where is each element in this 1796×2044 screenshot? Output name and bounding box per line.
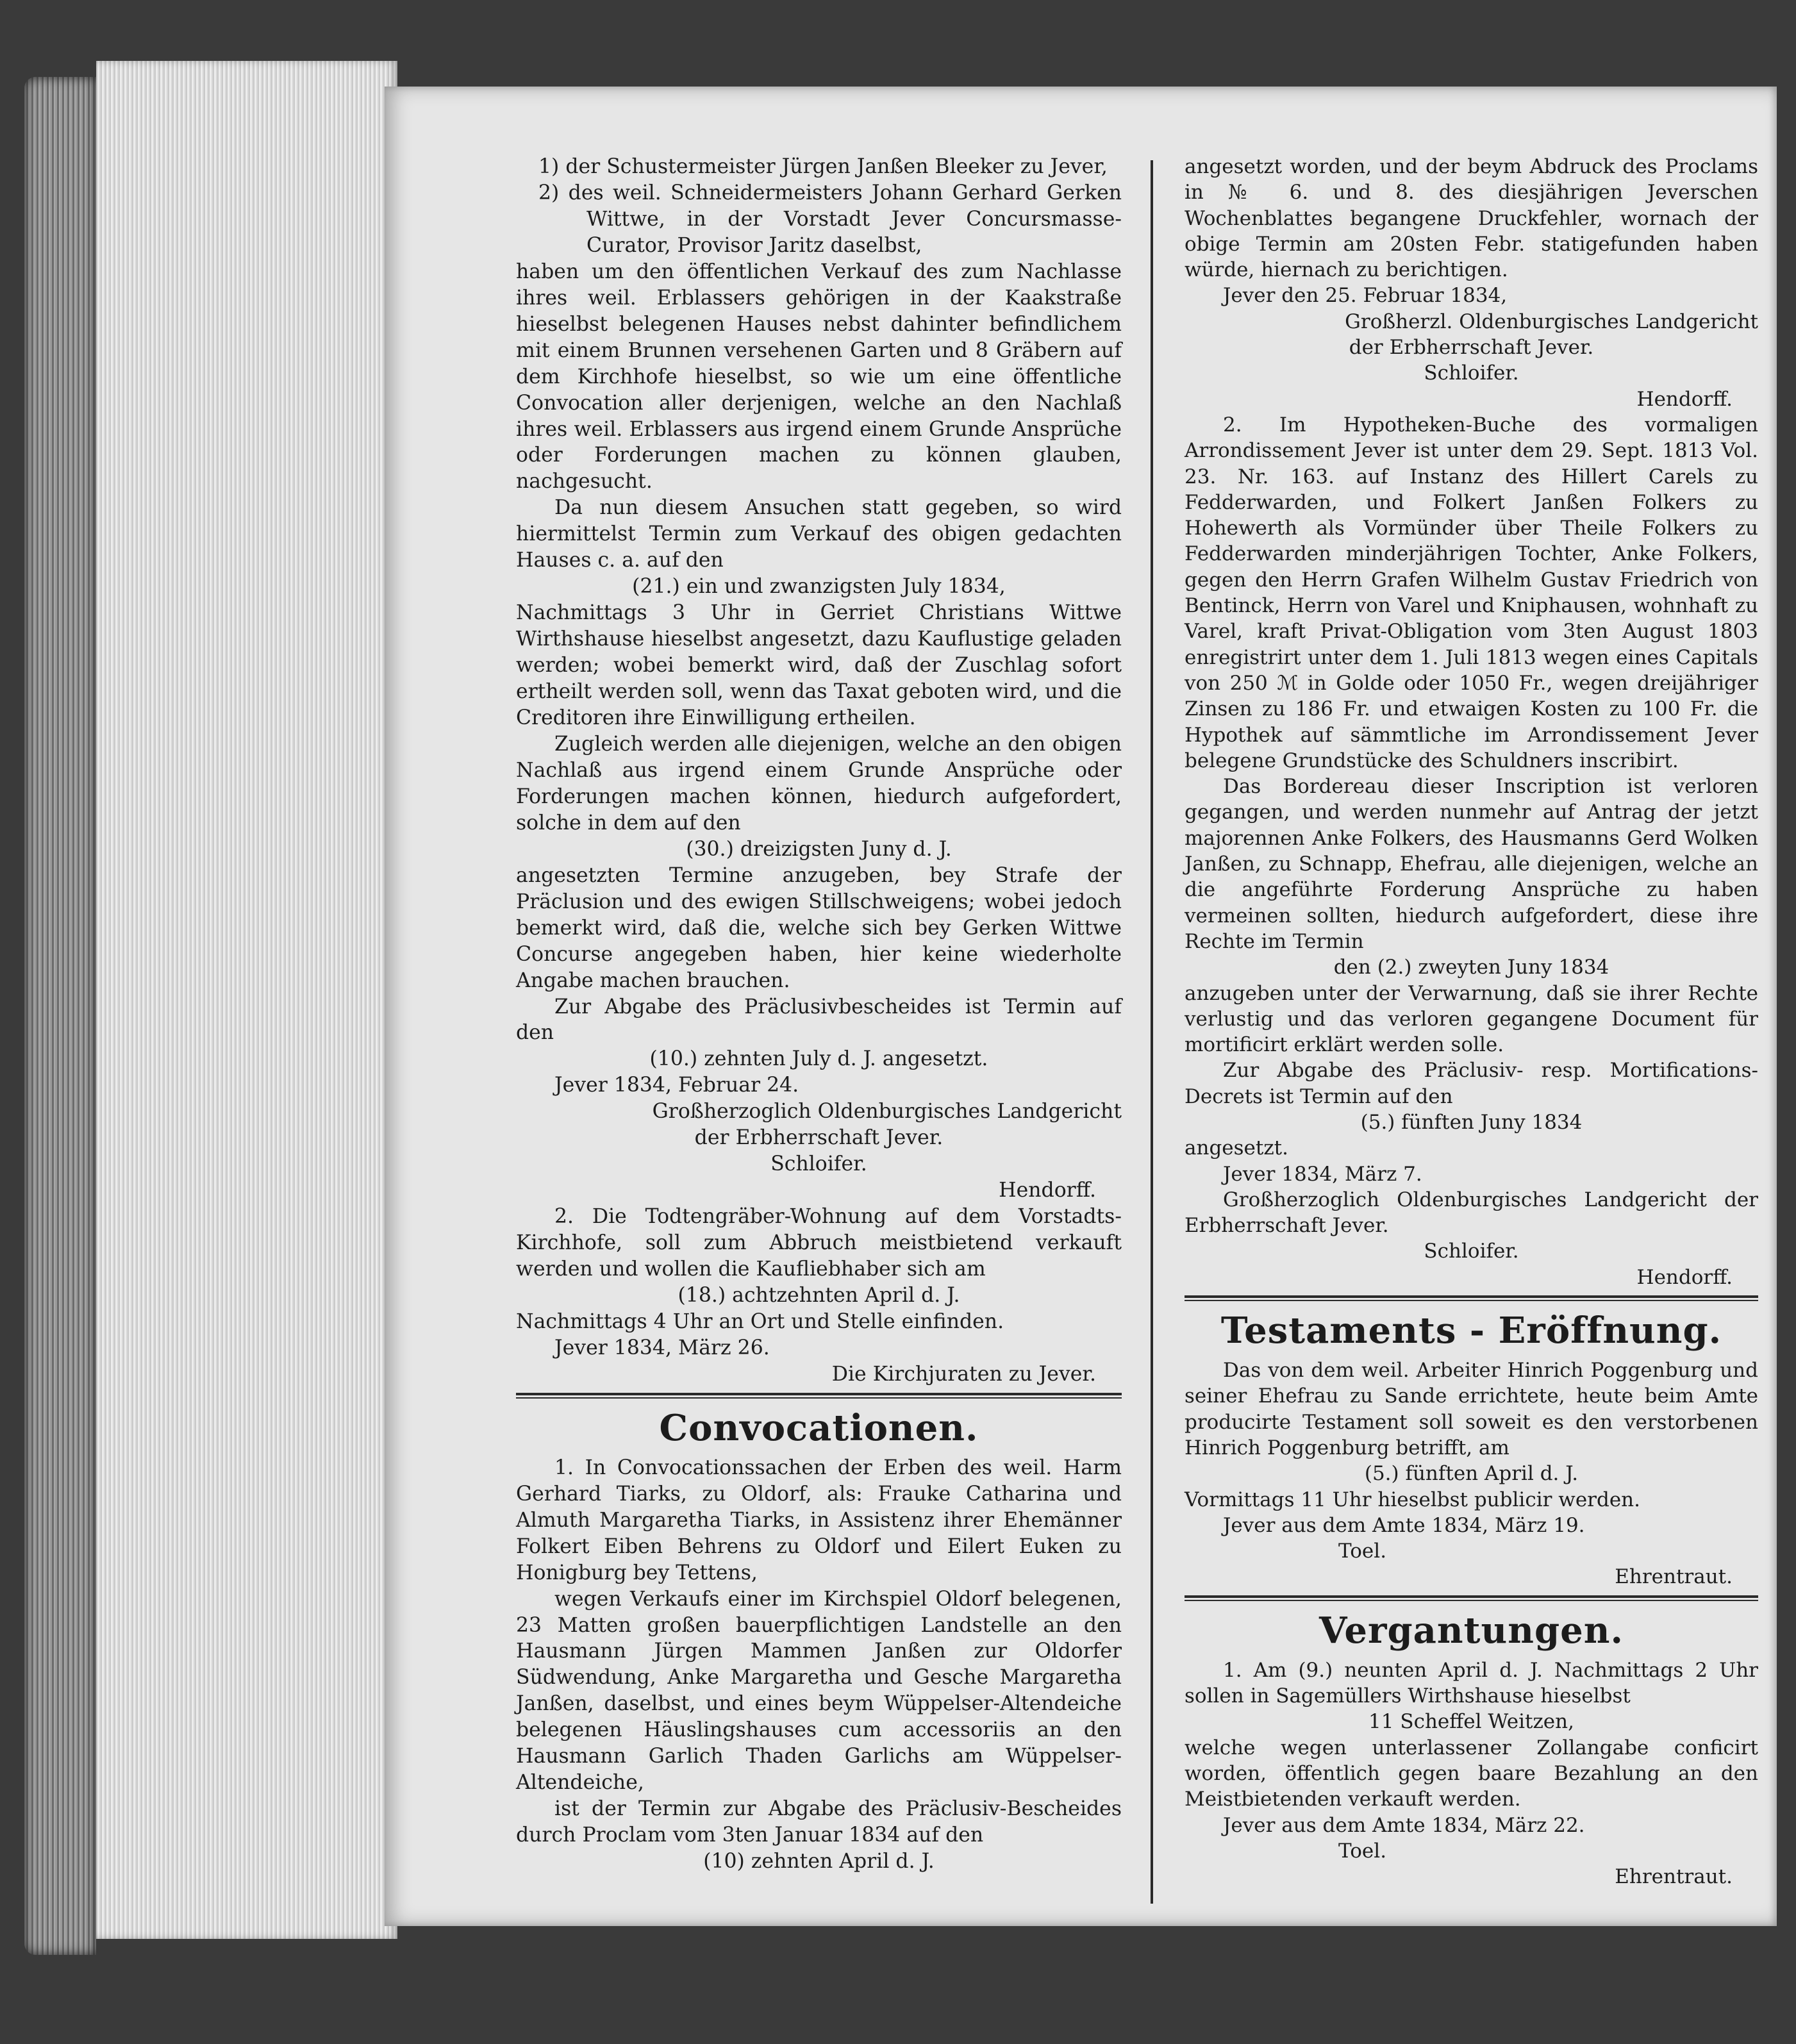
paragraph: Das von dem weil. Arbeiter Hinrich Poggenburg und seiner Ehefrau zu Sande errichtete, heute beim Amte producirte Testament soll soweit es den verstorbenen Hinrich Poggenburg betrifft, am xyxy=(1185,1359,1758,1459)
court-name: Großherzl. Oldenburgisches Landgericht xyxy=(1345,310,1758,333)
list-item: 2) des weil. Schneidermeisters Johann Gerhard Gerken Wittwe, in der Vorstadt Jever Concursmasse-Curator, Provisor Jaritz daselbst, xyxy=(538,181,1122,257)
paragraph: 1. Am (9.) neunten April d. J. Nachmittags 2 Uhr sollen in Sagemüllers Wirthshause hieselbst xyxy=(1185,1658,1758,1708)
place-date: Jever 1834, März 26. xyxy=(554,1336,770,1359)
date-entry: (5.) fünften Juny 1834 xyxy=(1360,1110,1583,1134)
signature: Die Kirchjuraten zu Jever. xyxy=(831,1362,1096,1386)
place-date: Jever aus dem Amte 1834, März 22. xyxy=(1223,1813,1585,1837)
place-date: Jever den 25. Februar 1834, xyxy=(1223,284,1508,308)
paragraph: angesetzt. xyxy=(1185,1136,1288,1160)
paragraph: 2. Die Todtengräber-Wohnung auf dem Vorstadts-Kirchhofe, soll zum Abbruch meistbietend verkauft werden und wollen die Kaufliebhaber sich am xyxy=(516,1205,1122,1281)
court-name: der Erbherrschaft Jever. xyxy=(1349,336,1594,360)
page-stack xyxy=(96,61,397,1939)
column-divider xyxy=(1151,160,1153,1904)
court-name: Großherzoglich Oldenburgisches Landgericht xyxy=(652,1100,1122,1124)
place-date: Jever aus dem Amte 1834, März 19. xyxy=(1223,1513,1585,1537)
paragraph: welche wegen unterlassener Zollangabe conficirt worden, öffentlich gegen baare Bezahlung an den Meistbietenden verkauft werden. xyxy=(1185,1736,1758,1811)
signature: Toel. xyxy=(1338,1540,1387,1563)
signature: Schloifer. xyxy=(770,1152,867,1176)
section-heading: Testaments - Eröffnung. xyxy=(1220,1309,1722,1352)
document-page xyxy=(385,87,1777,1926)
paragraph: Zugleich werden alle diejenigen, welche an den obigen Nachlaß aus irgend einem Grunde Ansprüche oder Forderungen machen können, hiedurch aufgefordert, solche in dem auf den xyxy=(516,732,1122,835)
signature: Ehrentraut. xyxy=(1615,1865,1733,1889)
paragraph: angesetzt worden, und der beym Abdruck des Proclams in № 6. und 8. des diesjährigen Jeverschen Wochenblattes begangene Druckfehler, wornach der obige Termin am 20sten Febr. statigefunden haben würde, hiernach zu berichtigen. xyxy=(1185,155,1758,282)
place-date: Jever 1834, März 7. xyxy=(1223,1162,1422,1186)
signature: Hendorff. xyxy=(999,1179,1096,1202)
signature: Schloifer. xyxy=(1424,361,1519,385)
paragraph: Zur Abgabe des Präclusivbescheides ist Termin auf den xyxy=(516,995,1122,1045)
paragraph: Nachmittags 3 Uhr in Gerriet Christians Wittwe Wirthshause hieselbst angesetzt, dazu Kauflustige geladen werden; wobei bemerkt wird, daß der Zuschlag sofort ertheilt werden soll, wenn das Taxat geboten wird, und die Creditoren ihre Einwilligung ertheilen. xyxy=(516,601,1122,730)
date-entry: (21.) ein und zwanzigsten July 1834, xyxy=(632,575,1006,599)
signature: Hendorff. xyxy=(1636,1265,1733,1289)
date-entry: (10) zehnten April d. J. xyxy=(703,1850,935,1874)
paragraph: Zur Abgabe des Präclusiv- resp. Mortifications-Decrets ist Termin auf den xyxy=(1185,1059,1758,1108)
date-entry: (5.) fünften April d. J. xyxy=(1364,1462,1579,1486)
paragraph: angesetzten Termine anzugeben, bey Strafe der Präclusion und des ewigen Stillschweigens; wobei jedoch bemerkt wird, daß die, welche sich bey Gerken Wittwe Concurse angegeben haben, hier keine wiederholte Angabe machen brauchen. xyxy=(516,863,1122,992)
list-item: 1) der Schustermeister Jürgen Janßen Bleeker zu Jever, xyxy=(538,155,1108,178)
left-column xyxy=(516,154,1122,1875)
paragraph: Das Bordereau dieser Inscription ist verloren gegangen, und werden nunmehr auf Antrag der jetzt majorennen Anke Folkers, des Hausmanns Gerd Wolken Janßen, zu Schnapp, Ehefrau, alle diejenigen, welche an die angeführte Forderung Ansprüche zu haben vermeinen sollten, hiedurch aufgefordert, diese ihre Rechte im Termin xyxy=(1185,775,1758,953)
date-entry: den (2.) zweyten Juny 1834 xyxy=(1333,956,1609,979)
right-column xyxy=(1185,154,1758,1890)
paragraph: ist der Termin zur Abgabe des Präclusiv-Bescheides durch Proclam vom 3ten Januar 1834 auf den xyxy=(516,1797,1122,1847)
court-name: Großherzoglich Oldenburgisches Landgericht der Erbherrschaft Jever. xyxy=(1185,1188,1758,1238)
paragraph: anzugeben unter der Verwarnung, daß sie ihrer Rechte verlustig und das verloren gegangene Document für mortificirt erklärt werden solle. xyxy=(1185,981,1758,1057)
signature: Schloifer. xyxy=(1424,1240,1519,1263)
paragraph: haben um den öffentlichen Verkauf des zum Nachlasse ihres weil. Erblassers gehörigen in der Kaakstraße hieselbst belegenen Hauses nebst dahinter befindlichem mit einem Brunnen versehenen Garten und 8 Gräbern auf dem Kirchhofe hieselbst, so wie um eine öffentliche Convocation aller derjenigen, welche an den Nachlaß ihres weil. Erblassers aus irgend einem Grunde Ansprüche oder Forderungen machen zu können glauben, nachgesucht. xyxy=(516,260,1122,494)
section-divider xyxy=(1185,1595,1758,1601)
section-heading: Convocationen. xyxy=(659,1406,979,1449)
place-date: Jever 1834, Februar 24. xyxy=(554,1074,799,1097)
date-entry: (18.) achtzehnten April d. J. xyxy=(678,1283,960,1307)
section-heading: Vergantungen. xyxy=(1319,1609,1624,1652)
signature: Hendorff. xyxy=(1636,387,1733,411)
date-entry: 11 Scheffel Weitzen, xyxy=(1368,1710,1574,1734)
book-edge xyxy=(24,77,96,1955)
section-divider xyxy=(516,1393,1122,1399)
section-divider xyxy=(1185,1295,1758,1301)
signature: Ehrentraut. xyxy=(1615,1565,1733,1589)
paragraph: Vormittags 11 Uhr hieselbst publicir werden. xyxy=(1185,1488,1641,1511)
signature: Toel. xyxy=(1338,1839,1387,1863)
date-entry: (30.) dreizigsten Juny d. J. xyxy=(686,837,952,861)
paragraph: 2. Im Hypotheken-Buche des vormaligen Arrondissement Jever ist unter dem 29. Sept. 1813 Vol. 23. Nr. 163. auf Instanz des Hillert Carels zu Fedderwarden, und Folkert Janßen Folkers zu Hohewerth als Vormünder über Theile Folkers zu Fedderwarden minderjährigen Tochter, Anke Folkers, gegen den Herrn Grafen Wilhelm Gustav Friedrich von Bentinck, Herrn von Varel und Kniphausen, wohnhaft zu Varel, kraft Privat-Obligation vom 3ten August 1803 enregistrirt unter dem 1. Juli 1813 wegen eines Capitals von 250 ℳ in Golde oder 1050 Fr., wegen dreijähriger Zinsen zu 186 Fr. und etwaigen Kosten zu 100 Fr. die Hypothek auf sämmtliche im Arrondissement Jever belegene Grundstücke des Schuldners inscribirt. xyxy=(1185,413,1758,772)
paragraph: wegen Verkaufs einer im Kirchspiel Oldorf belegenen, 23 Matten großen bauerpflichtigen Landstelle an den Hausmann Jürgen Mammen Janßen zur Oldorfer Südwendung, Anke Margaretha und Gesche Margaretha Janßen, daselbst, und eines beym Wüppelser-Altendeiche belegenen Häuslingshauses cum accessoriis an den Hausmann Garlich Thaden Garlichs am Wüppelser-Altendeiche, xyxy=(516,1587,1122,1795)
paragraph: 1. In Convocationssachen der Erben des weil. Harm Gerhard Tiarks, zu Oldorf, als: Frauke Catharina und Almuth Margaretha Tiarks, in Assistenz ihrer Ehemänner Folkert Eiben Behrens zu Oldorf und Eilert Euken zu Honigburg bey Tettens, xyxy=(516,1456,1122,1584)
paragraph: Da nun diesem Ansuchen statt gegeben, so wird hiermittelst Termin zum Verkauf des obigen gedachten Hauses c. a. auf den xyxy=(516,496,1122,572)
date-entry: (10.) zehnten July d. J. angesetzt. xyxy=(649,1047,988,1071)
court-name: der Erbherrschaft Jever. xyxy=(694,1126,944,1150)
paragraph: Nachmittags 4 Uhr an Ort und Stelle einfinden. xyxy=(516,1309,1004,1333)
